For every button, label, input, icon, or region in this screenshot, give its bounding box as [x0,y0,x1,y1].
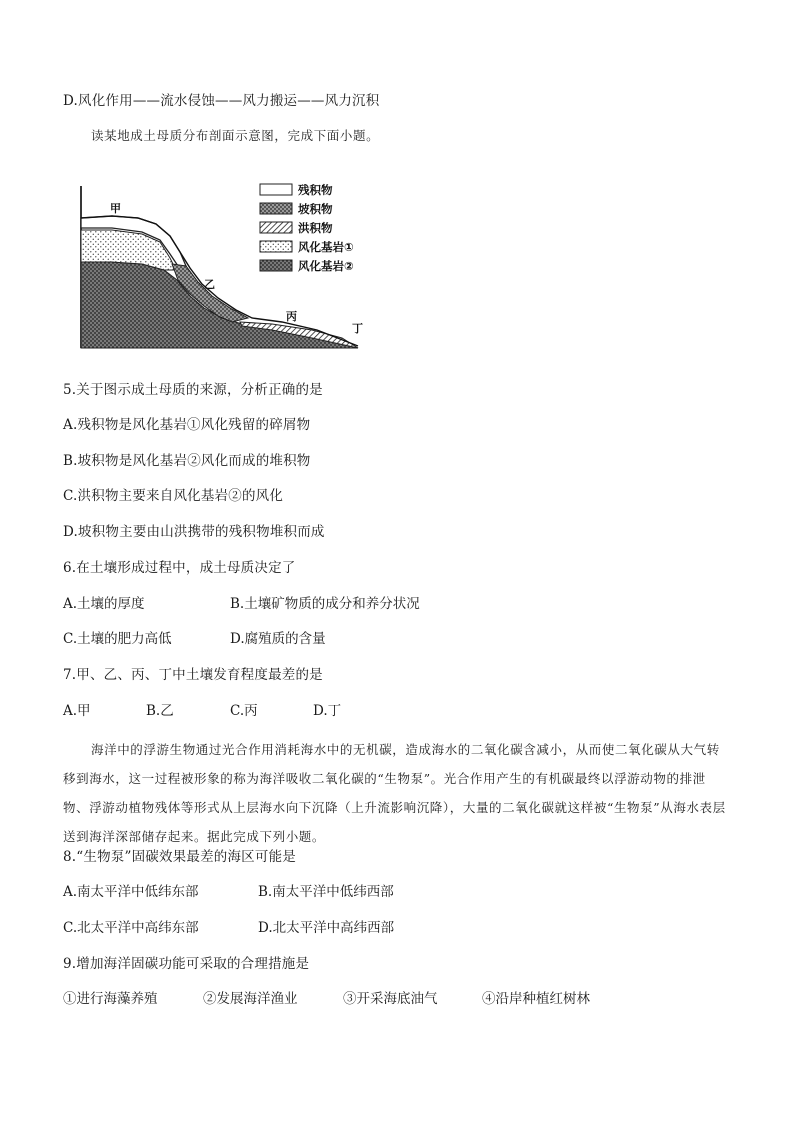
legend-swatch-bedrock-1 [260,241,292,252]
label-bing: 丙 [286,310,297,323]
q7-option-b[interactable]: B.乙 [146,703,174,719]
q8-option-a[interactable]: A.南太平洋中低纬东部 [63,884,199,900]
label-yi: 乙 [204,278,215,291]
q9-choice-2[interactable]: ②发展海洋渔业 [203,991,298,1007]
q6-stem: 6.在土壤形成过程中，成土母质决定了 [63,560,296,576]
figure-intro: 读某地成土母质分布剖面示意图，完成下面小题。 [91,128,380,143]
legend-label-bedrock-1: 风化基岩① [298,240,354,254]
q7-option-d[interactable]: D.丁 [313,703,342,719]
legend-label-slope: 坡积物 [298,202,333,216]
q5-option-b[interactable]: B.坡积物是风化基岩②风化而成的堆积物 [63,453,311,469]
q9-choice-1[interactable]: ①进行海藻养殖 [63,991,158,1007]
soil-parent-material-profile-figure [72,178,367,353]
legend-label-flood: 洪积物 [298,221,333,235]
q6-option-b[interactable]: B.土壤矿物质的成分和养分状况 [230,596,420,612]
q5-option-c[interactable]: C.洪积物主要来自风化基岩②的风化 [63,488,284,504]
legend-swatch-flood [260,222,292,233]
label-jia: 甲 [110,202,121,215]
q6-option-a[interactable]: A.土壤的厚度 [63,596,145,612]
q7-option-c[interactable]: C.丙 [230,703,258,719]
legend-label-bedrock-2: 风化基岩② [298,259,354,273]
q6-option-d[interactable]: D.腐殖质的含量 [230,631,326,647]
q8-option-c[interactable]: C.北太平洋中高纬东部 [63,920,199,936]
q9-stem: 9.增加海洋固碳功能可采取的合理措施是 [63,956,310,972]
previous-option-d: D.风化作用——流水侵蚀——风力搬运——风力沉积 [63,93,380,109]
q5-option-a[interactable]: A.残积物是风化基岩①风化残留的碎屑物 [63,417,311,433]
q7-option-a[interactable]: A.甲 [63,703,91,719]
label-ding: 丁 [352,322,363,335]
legend-swatch-bedrock-2 [260,260,292,271]
figure-legend [260,183,354,273]
q5-stem: 5.关于图示成土母质的来源，分析正确的是 [63,382,323,398]
q6-option-c[interactable]: C.土壤的肥力高低 [63,631,172,647]
q8-option-d[interactable]: D.北太平洋中高纬西部 [258,920,395,936]
carbon-pump-passage: 海洋中的浮游生物通过光合作用消耗海水中的无机碳，造成海水的二氧化碳含减小，从而使二氧化碳从大气转移到海水，这一过程被形象的称为海洋吸收二氧化碳的“生物泵”。光合作用产生的有机碳最终以浮游动物的排泄物、浮游动植物残体等形式从上层海水向下沉降（上升流影响沉降），大量的二氧化碳就这样被“生物泵”从海水表层送到海洋深部储存起来。据此完成下列小题。 [63,742,726,844]
q9-choice-3[interactable]: ③开采海底油气 [343,991,438,1007]
q5-option-d[interactable]: D.坡积物主要由山洪携带的残积物堆积而成 [63,524,325,540]
q8-option-b[interactable]: B.南太平洋中低纬西部 [258,884,394,900]
legend-swatch-residual [260,184,292,195]
legend-swatch-slope [260,203,292,214]
legend-label-residual: 残积物 [298,183,333,197]
q7-stem: 7.甲、乙、丙、丁中土壤发育程度最差的是 [63,667,323,683]
q9-choice-4[interactable]: ④沿岸种植红树林 [482,991,590,1007]
q8-stem: 8.“生物泵”固碳效果最差的海区可能是 [63,849,296,865]
